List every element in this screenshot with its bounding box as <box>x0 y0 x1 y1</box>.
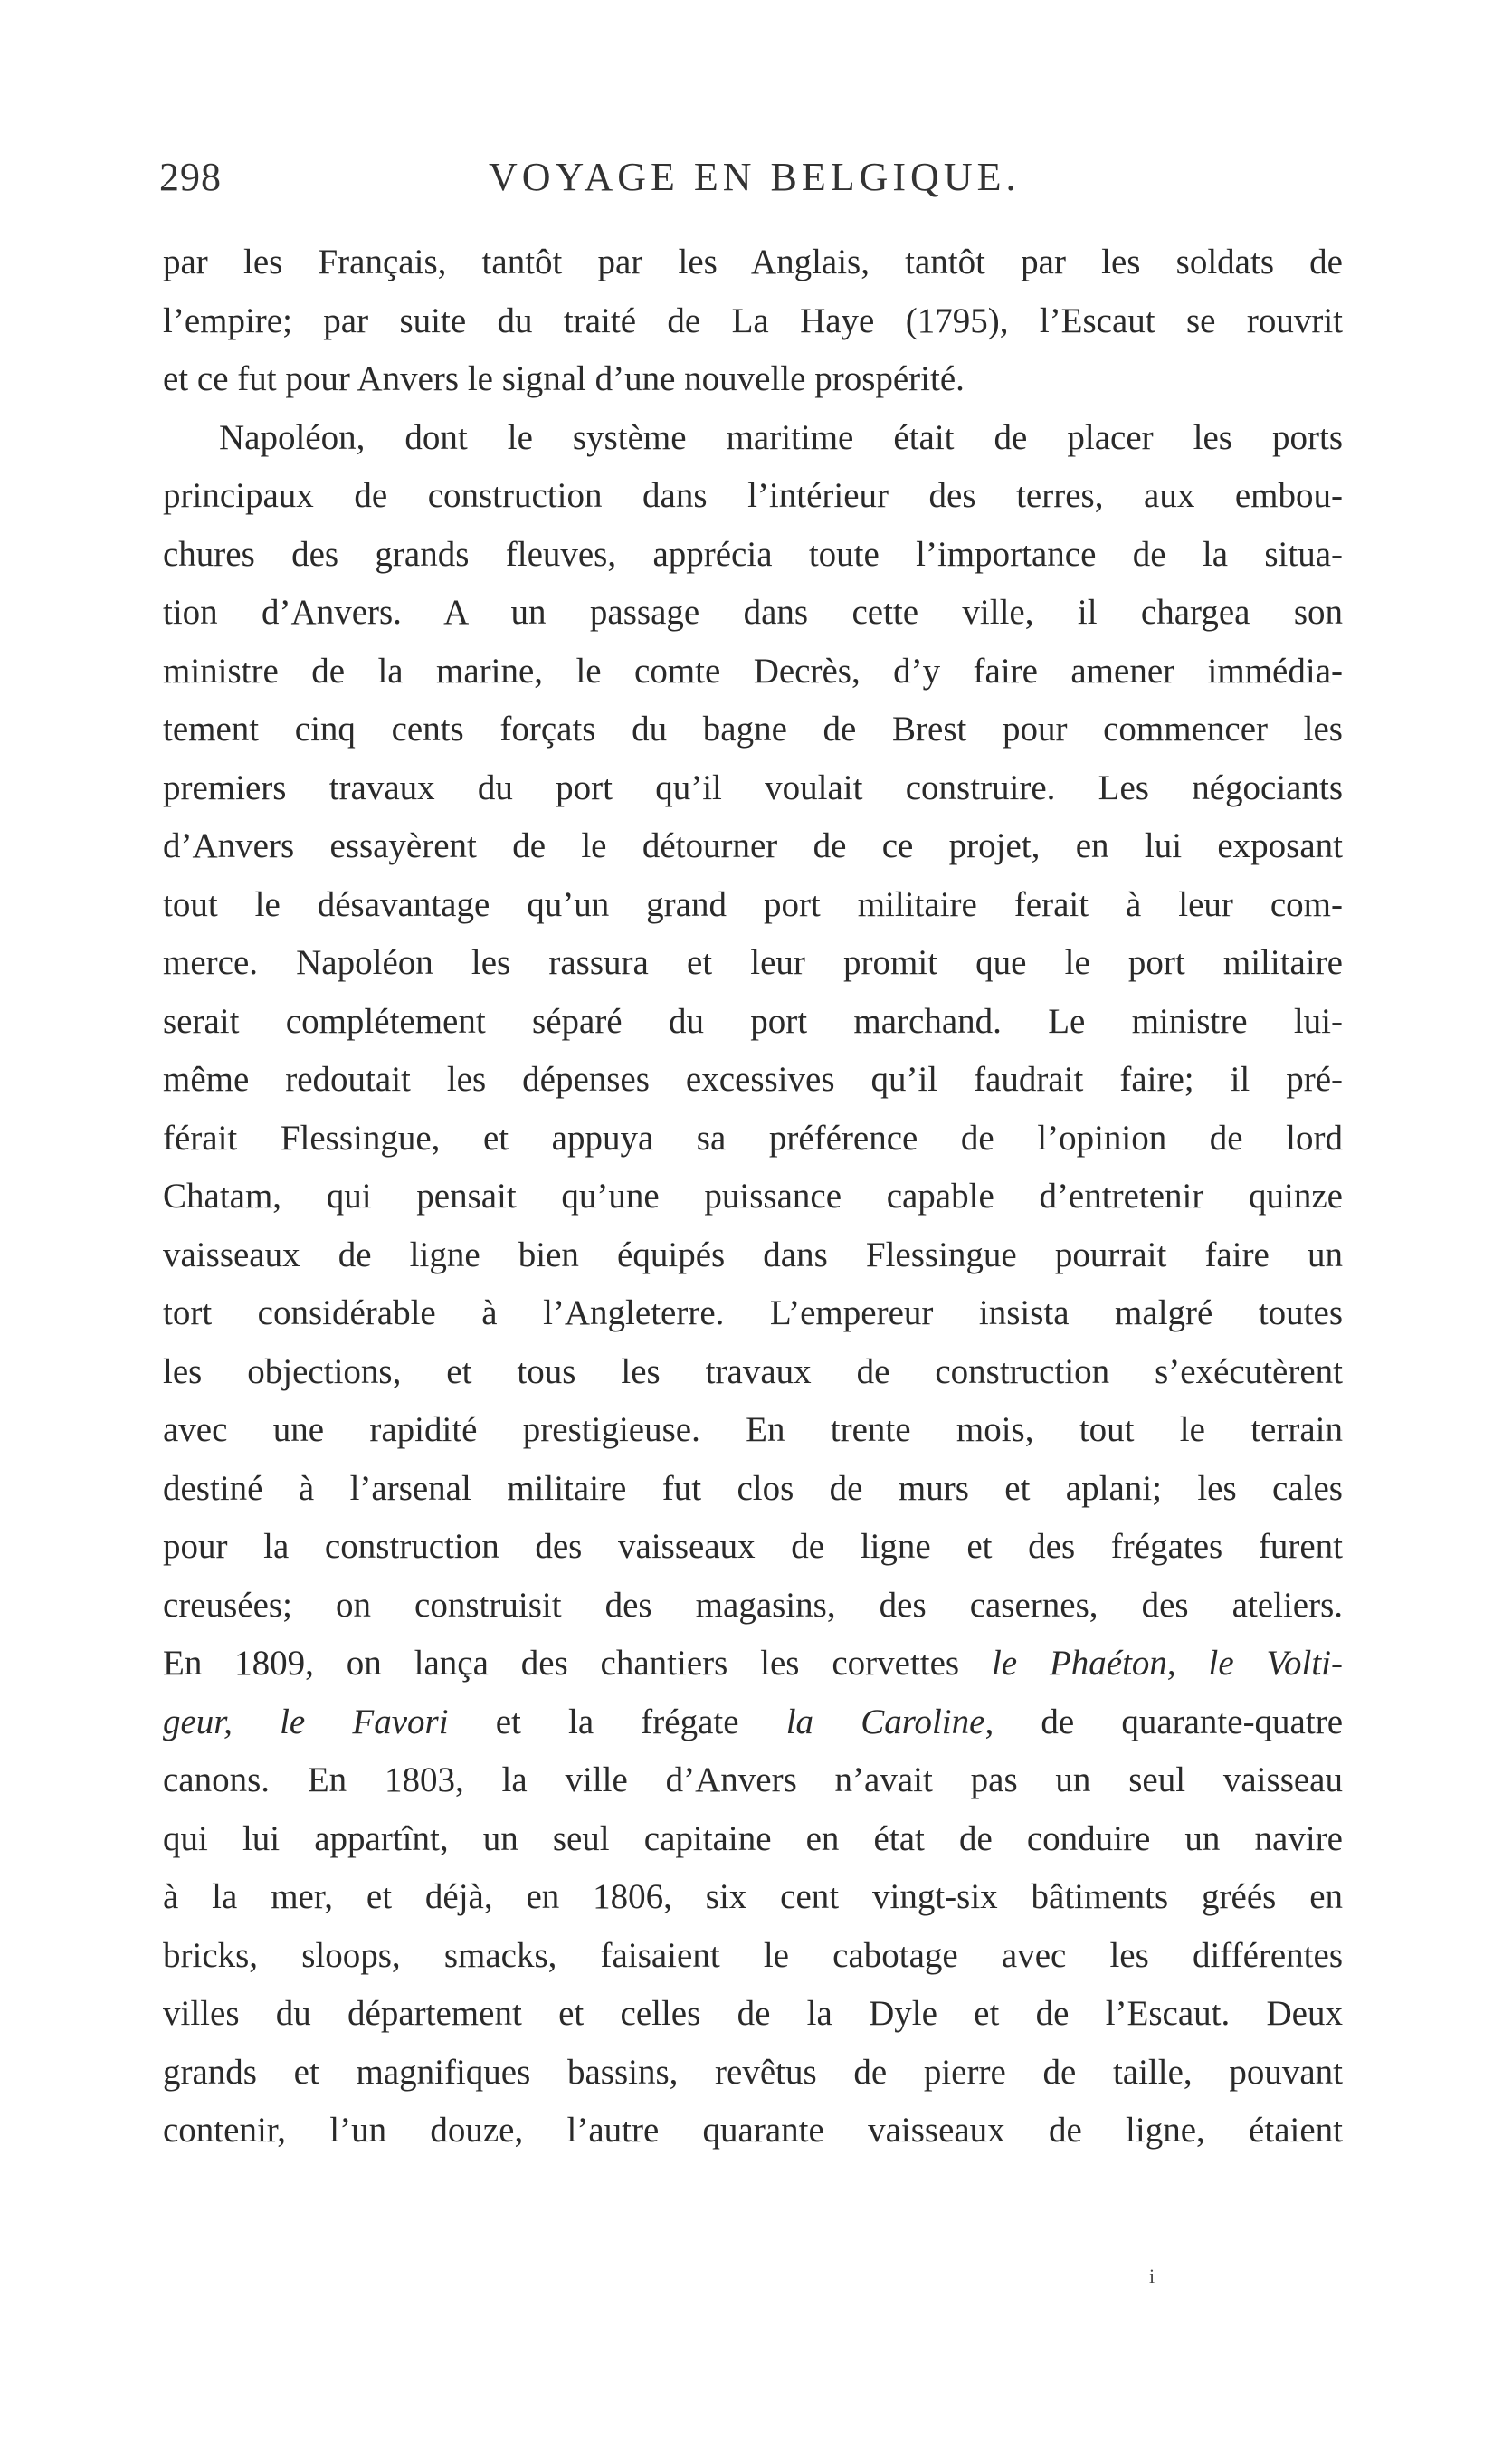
text-line: contenir, l’un douze, l’autre quarante vaisseaux de ligne, étaient <box>163 2111 1343 2150</box>
text-line: les objections, et tous les travaux de construction s’exécutèrent <box>163 1351 1343 1391</box>
italic-ship-name: la Caroline <box>785 1702 985 1741</box>
text-line: creusées; on construisit des magasins, des casernes, des ateliers. <box>163 1585 1343 1625</box>
text-line: avec une rapidité prestigieuse. En trente mois, tout le terrain <box>163 1410 1343 1449</box>
text-line: l’empire; par suite du traité de La Haye (1795), l’Escaut se rouvrit <box>163 300 1343 340</box>
text-line: destiné à l’arsenal militaire fut clos de murs et aplani; les cales <box>163 1468 1343 1508</box>
text-line: tout le désavantage qu’un grand port militaire ferait à leur com- <box>163 884 1343 924</box>
catchword: i <box>1149 2265 1155 2287</box>
text-line: par les Français, tantôt par les Anglais, tantôt par les soldats de <box>163 243 1343 281</box>
text-line: villes du département et celles de la Dyle et de l’Escaut. Deux <box>163 1994 1343 2033</box>
text-line: à la mer, et déjà, en 1806, six cent vingt-six bâtiments gréés en <box>163 1877 1343 1916</box>
running-head: VOYAGE EN BELGIQUE. <box>489 155 1021 199</box>
text-line: serait complétement séparé du port marchand. Le ministre lui- <box>163 1001 1343 1041</box>
text-line: pour la construction des vaisseaux de ligne et des frégates furent <box>163 1527 1343 1566</box>
text-line: vaisseaux de ligne bien équipés dans Flessingue pourrait faire un <box>163 1235 1343 1274</box>
text-line: tement cinq cents forçats du bagne de Brest pour commencer les <box>163 710 1343 749</box>
text-line: grands et magnifiques bassins, revêtus de pierre de taille, pouvant <box>163 2052 1343 2092</box>
text-span: , de quarante-quatre <box>984 1702 1343 1741</box>
text-line: tort considérable à l’Angleterre. L’empereur insista malgré toutes <box>163 1293 1343 1332</box>
body-text <box>163 234 1343 2161</box>
text-line: et ce fut pour Anvers le signal d’une nouvelle prospérité. <box>163 359 965 398</box>
text-line: premiers travaux du port qu’il voulait construire. Les négociants <box>163 768 1343 807</box>
text-line: tion d’Anvers. A un passage dans cette ville, il chargea son <box>163 593 1343 632</box>
text-line: qui lui appartînt, un seul capitaine en état de conduire un navire <box>163 1818 1343 1858</box>
text-line: férait Flessingue, et appuya sa préférence de l’opinion de lord <box>163 1118 1343 1158</box>
text-line-with-italics <box>163 1693 1343 1752</box>
text-line: Chatam, qui pensait qu’une puissance capable d’entretenir quinze <box>163 1177 1343 1216</box>
text-line-with-italics <box>163 1635 1343 1693</box>
text-line: merce. Napoléon les rassura et leur promit que le port militaire <box>163 943 1343 982</box>
text-line: d’Anvers essayèrent de le détourner de ce projet, en lui exposant <box>163 826 1343 865</box>
text-line: ministre de la marine, le comte Decrès, d’y faire amener immédia- <box>163 651 1343 691</box>
text-line: Napoléon, dont le système maritime était de placer les ports <box>219 417 1343 457</box>
page-number: 298 <box>159 155 222 199</box>
text-line: bricks, sloops, smacks, faisaient le cabotage avec les différentes <box>163 1935 1343 1975</box>
italic-ship-names: le Phaéton, le Volti- <box>991 1644 1343 1683</box>
text-line: principaux de construction dans l’intérieur des terres, aux embou- <box>163 476 1343 515</box>
text-span: et la frégate <box>448 1702 786 1741</box>
text-span: En 1809, on lança des chantiers les corvettes <box>163 1644 992 1683</box>
text-line: canons. En 1803, la ville d’Anvers n’avait pas un seul vaisseau <box>163 1760 1343 1799</box>
italic-ship-names: geur, le Favori <box>163 1702 449 1741</box>
text-line: chures des grands fleuves, apprécia toute l’importance de la situa- <box>163 534 1343 574</box>
text-line: même redoutait les dépenses excessives qu’il faudrait faire; il pré- <box>163 1060 1343 1099</box>
